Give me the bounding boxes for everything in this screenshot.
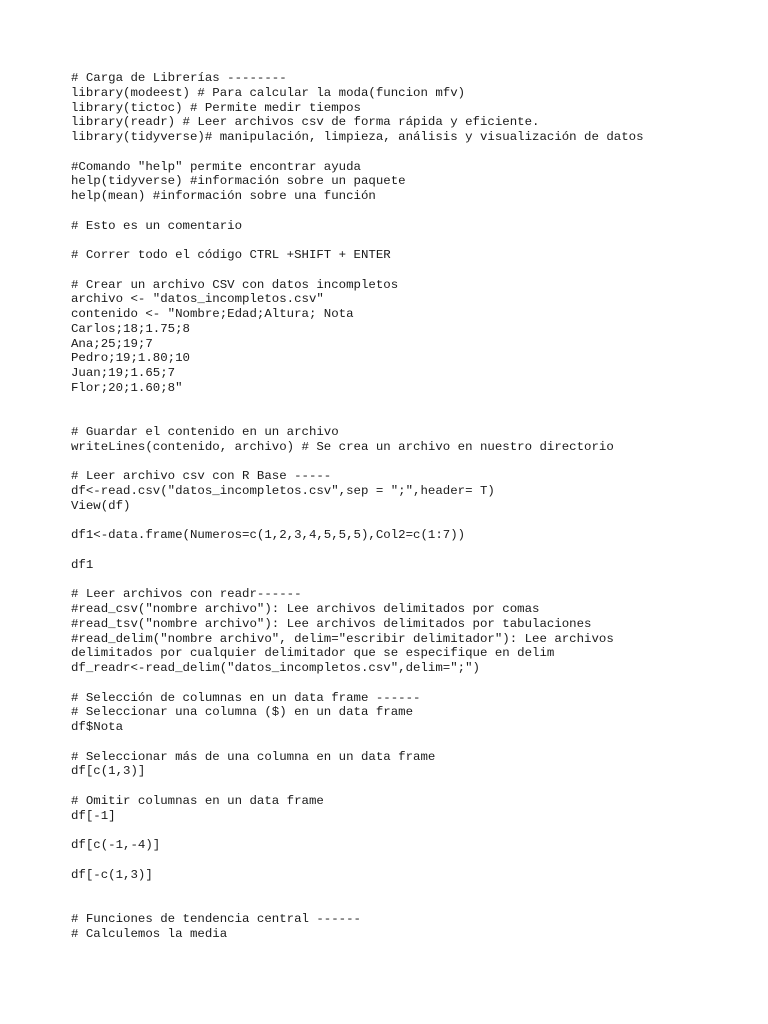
code-line <box>71 145 751 160</box>
code-line: library(readr) # Leer archivos csv de forma rápida y eficiente. <box>71 115 540 130</box>
code-line: df1 <box>71 557 94 572</box>
code-line: df[c(1,3)] <box>71 764 146 779</box>
code-line: library(modeest) # Para calcular la moda(funcion mfv) <box>71 85 466 100</box>
code-line: help(mean) #información sobre una función <box>71 189 376 203</box>
code-line <box>71 735 751 750</box>
code-line <box>71 204 751 219</box>
code-line <box>71 396 751 411</box>
code-line: # Seleccionar más de una columna en un data frame <box>71 749 436 764</box>
code-line: df[c(-1,-4)] <box>71 838 161 852</box>
code-line: # Guardar el contenido en un archivo <box>71 425 339 439</box>
code-line <box>71 897 751 912</box>
code-line: # Leer archivo csv con R Base ----- <box>71 469 332 484</box>
code-line <box>71 455 751 470</box>
code-line: # Crear un archivo CSV con datos incompletos <box>71 277 399 292</box>
code-line: # Correr todo el código CTRL +SHIFT + ENTER <box>71 248 391 262</box>
code-line <box>71 823 751 838</box>
code-line <box>71 543 751 558</box>
code-line: Ana;25;19;7 <box>71 336 153 351</box>
code-line: library(tidyverse)# manipulación, limpieza, análisis y visualización de datos <box>71 130 644 144</box>
code-line: help(tidyverse) #información sobre un paquete <box>71 174 406 189</box>
code-line: writeLines(contenido, archivo) # Se crea un archivo en nuestro directorio <box>71 439 614 454</box>
code-line: Juan;19;1.65;7 <box>71 366 176 380</box>
code-line <box>71 573 751 588</box>
code-line: # Calculemos la media <box>71 926 228 941</box>
code-line: archivo <- "datos_incompletos.csv" <box>71 292 324 307</box>
code-line: # Omitir columnas en un data frame <box>71 793 324 808</box>
code-line: View(df) <box>71 498 131 513</box>
code-line <box>71 853 751 868</box>
code-line: df<-read.csv("datos_incompletos.csv",sep = ";",header= T) <box>71 484 495 498</box>
code-line: df_readr<-read_delim("datos_incompletos.csv",delim=";") <box>71 661 480 675</box>
code-line: # Leer archivos con readr------ <box>71 587 302 602</box>
code-line: #read_tsv("nombre archivo"): Lee archivos delimitados por tabulaciones <box>71 616 592 631</box>
code-line: library(tictoc) # Permite medir tiempos <box>71 100 361 115</box>
code-line: df[-1] <box>71 808 116 823</box>
code-line: #read_delim("nombre archivo", delim="escribir delimitador"): Lee archivos <box>71 631 614 646</box>
code-line: contenido <- "Nombre;Edad;Altura; Nota <box>71 307 354 321</box>
code-line: # Seleccionar una columna ($) en un data frame <box>71 705 414 720</box>
code-line: # Selección de columnas en un data frame ------ <box>71 690 421 705</box>
code-line: Carlos;18;1.75;8 <box>71 321 190 336</box>
code-line <box>71 779 751 794</box>
code-line <box>71 514 751 529</box>
code-line <box>71 676 751 691</box>
code-line <box>71 233 751 248</box>
code-line <box>71 263 751 278</box>
code-line: # Funciones de tendencia central ------ <box>71 911 361 926</box>
code-line: df[-c(1,3)] <box>71 867 153 882</box>
code-line: Pedro;19;1.80;10 <box>71 351 190 366</box>
code-line <box>71 882 751 897</box>
code-line: delimitados por cualquier delimitador que se especifique en delim <box>71 646 555 661</box>
code-line: # Carga de Librerías -------- <box>71 71 287 85</box>
code-line <box>71 410 751 425</box>
code-line: df$Nota <box>71 720 124 734</box>
code-line: # Esto es un comentario <box>71 218 243 233</box>
code-line: #Comando "help" permite encontrar ayuda <box>71 159 361 174</box>
code-line: df1<-data.frame(Numeros=c(1,2,3,4,5,5,5),Col2=c(1:7)) <box>71 528 466 543</box>
code-line: #read_csv("nombre archivo"): Lee archivos delimitados por comas <box>71 602 540 616</box>
code-listing <box>71 71 751 941</box>
code-line: Flor;20;1.60;8" <box>71 380 183 395</box>
